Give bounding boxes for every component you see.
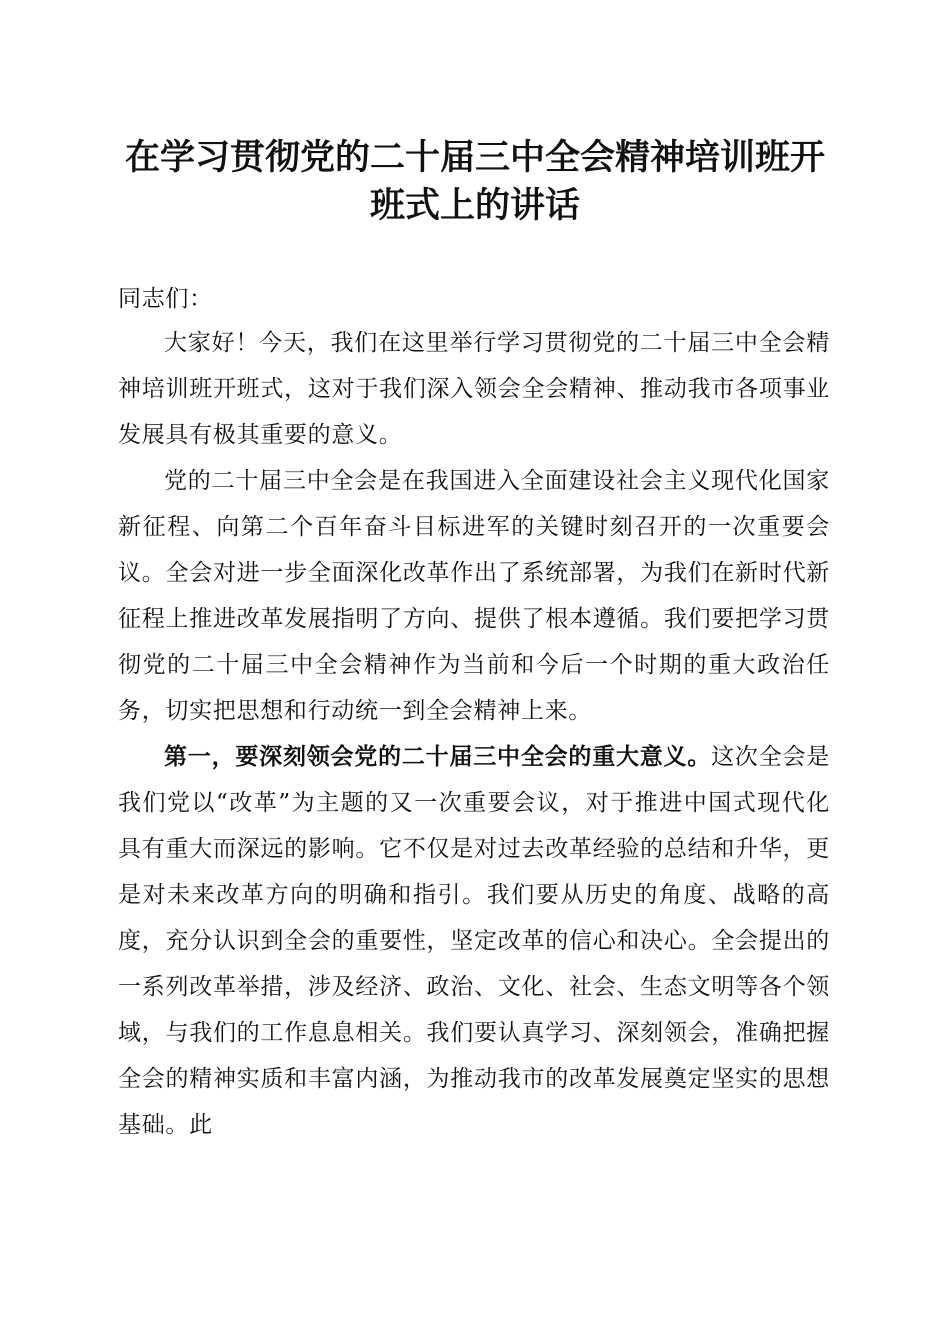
document-title-line-1: 在学习贯彻党的二十届三中全会精神培训班开: [124, 137, 825, 178]
speech-body: [118, 320, 830, 1148]
paragraph-first-point: [118, 734, 830, 1148]
document-title-line-2: 班式上的讲话: [369, 185, 580, 226]
paragraph-opening: 大家好！今天，我们在这里举行学习贯彻党的二十届三中全会精神培训班开班式，这对于我们深入领会全会精神、推动我市各项事业发展具有极其重要的意义。: [118, 330, 830, 448]
first-point-text: 这次全会是我们党以“改革”为主题的又一次重要会议，对于推进中国式现代化具有重大而深远的影响。它不仅是对过去改革经验的总结和升华，更是对未来改革方向的明确和指引。我们要从历史的角度、战略的高度，充分认识到全会的重要性，坚定改革的信心和决心。全会提出的一系列改革举措，涉及经济、政治、文化、社会、生态文明等各个领域，与我们的工作息息相关。我们要认真学习、深刻领会，准确把握全会的精神实质和丰富内涵，为推动我市的改革发展奠定坚实的思想基础。此: [118, 744, 830, 1138]
paragraph-plenum-significance: 党的二十届三中全会是在我国进入全面建设社会主义现代化国家新征程、向第二个百年奋斗目标进军的关键时刻召开的一次重要会议。全会对进一步全面深化改革作出了系统部署，为我们在新时代新征程上推进改革发展指明了方向、提供了根本遵循。我们要把学习贯彻党的二十届三中全会精神作为当前和今后一个时期的重大政治任务，切实把思想和行动统一到全会精神上来。: [118, 468, 830, 724]
greeting: 同志们：: [118, 286, 213, 312]
first-point-heading: 第一，要深刻领会党的二十届三中全会的重大意义。: [164, 743, 712, 770]
